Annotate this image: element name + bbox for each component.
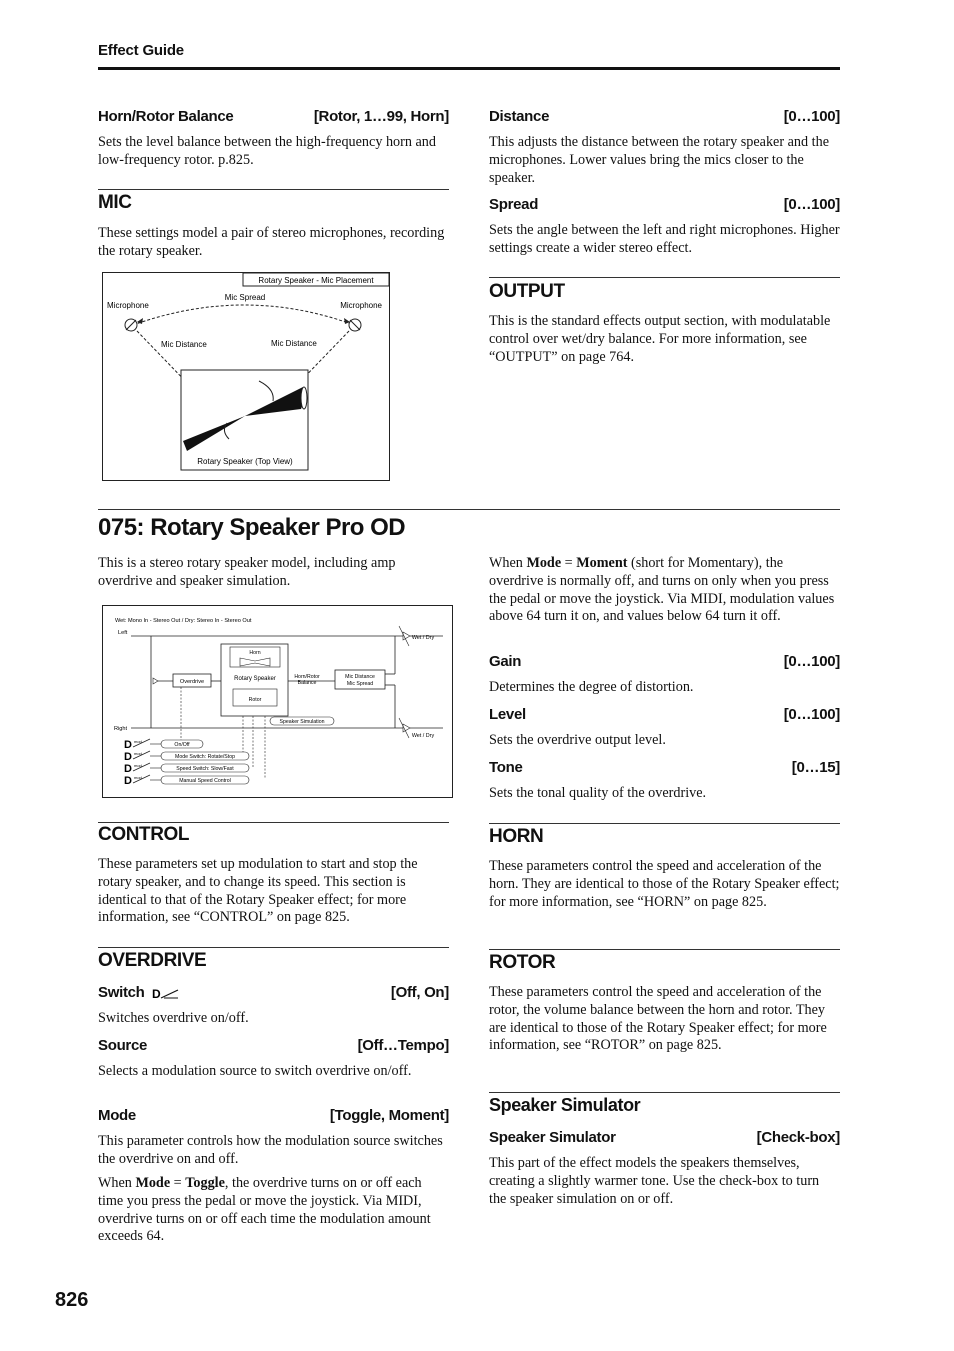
param-desc: Switches overdrive on/off. xyxy=(98,1010,249,1026)
section-desc: These parameters control the speed and acceleration of the rotor, the volume balance between the horn and rotor. They are identical to those of the Rotary Speaker effect; for more information, see “ROTOR” on page 825. xyxy=(489,984,827,1054)
section-rule xyxy=(489,823,840,824)
running-header: Effect Guide xyxy=(98,42,184,59)
balance-label-1: Horn/Rotor xyxy=(294,674,320,680)
param-name: Tone xyxy=(489,759,523,776)
mic-distance-label-1: Mic Distance xyxy=(345,674,375,680)
rotary-speaker-label: Rotary Speaker xyxy=(234,676,276,682)
speaker-sim-label: Speaker Simulation xyxy=(279,719,325,725)
section-rule xyxy=(98,822,449,823)
control-row-on-off xyxy=(124,739,203,751)
section-desc: These settings model a pair of stereo microphones, recording the rotary speaker. xyxy=(98,225,445,259)
horn-label: Horn xyxy=(249,650,261,656)
mic-left-label: Microphone xyxy=(107,301,149,310)
control-label: Manual Speed Control xyxy=(179,778,231,784)
param-range: [0…15] xyxy=(791,759,840,776)
param-gain xyxy=(489,653,840,670)
param-range: [0…100] xyxy=(783,108,840,125)
param-name: Speaker Simulator xyxy=(489,1129,616,1146)
param-range: [Off…Tempo] xyxy=(357,1037,449,1054)
d-icon: D xyxy=(124,739,132,751)
param-horn-rotor-balance xyxy=(98,108,449,125)
param-range: [0…100] xyxy=(783,706,840,723)
section-title-rotor: ROTOR xyxy=(489,952,556,973)
param-source xyxy=(98,1037,449,1054)
section-desc: This is the standard effects output section, with modulatable control over wet/dry balance. For more information, see “OUTPUT” on page 764. xyxy=(489,313,831,365)
svg-text:D: D xyxy=(124,775,132,787)
control-label: On/Off xyxy=(174,742,190,748)
mod-label: mod xyxy=(134,775,142,780)
speaker-label: Rotary Speaker (Top View) xyxy=(197,457,293,466)
param-speaker-simulator xyxy=(489,1129,840,1146)
mode-toggle-desc: When Mode = Toggle, the overdrive turns on or off each time you press the pedal or move the joystick. Via MIDI, overdrive turns on or off each time the modulation amount exceeds 64. xyxy=(98,1175,431,1245)
mic-placement-figure xyxy=(102,272,390,481)
figure-title: Rotary Speaker - Mic Placement xyxy=(258,276,374,285)
mic-distance-right-label: Mic Distance xyxy=(271,339,317,348)
mic-distance-label-2: Mic Spread xyxy=(346,681,374,687)
param-name: Source xyxy=(98,1037,148,1054)
modulation-d-icon xyxy=(152,986,180,1000)
section-desc: These parameters control the speed and acceleration of the horn. They are identical to those of the Rotary Speaker effect; for more information, see “HORN” on page 825. xyxy=(489,858,840,910)
param-range: [0…100] xyxy=(783,653,840,670)
param-range: [Toggle, Moment] xyxy=(329,1107,449,1124)
mic-spread-label: Mic Spread xyxy=(224,293,266,302)
control-row-manual-speed xyxy=(124,775,249,787)
mod-label: mod xyxy=(134,739,142,744)
section-desc: These parameters set up modulation to start and stop the rotary speaker, and to change its speed. This section is identical to that of the Rotary Speaker effect; for more information, see “CONTROL” on page 825. xyxy=(98,856,418,926)
svg-text:D: D xyxy=(152,987,161,1000)
mode-moment-desc: When Mode = Moment (short for Momentary), the overdrive is normally off, and turns on only when you press the pedal or move the joystick. Via MIDI, modulation values above 64 turn it on, and values below 64 turn it off. xyxy=(489,555,835,625)
param-range: [Check-box] xyxy=(756,1129,840,1146)
mic-placement-diagram xyxy=(103,273,389,480)
param-desc: Selects a modulation source to switch overdrive on/off. xyxy=(98,1063,412,1079)
param-name: Spread xyxy=(489,196,539,213)
chapter-title: 075: Rotary Speaker Pro OD xyxy=(98,514,406,541)
io-label: Wet: Mono In - Stereo Out / Dry: Stereo In - Stereo Out xyxy=(115,618,252,624)
param-name: Level xyxy=(489,706,526,723)
block-diagram-figure xyxy=(102,605,453,798)
svg-text:D: D xyxy=(124,763,132,775)
mic-right-label: Microphone xyxy=(340,301,382,310)
param-desc: This part of the effect models the speakers themselves, creating a slightly warmer tone. Use the check-box to turn the speaker simulation on or off. xyxy=(489,1155,820,1207)
control-row-mode-switch xyxy=(124,751,249,763)
section-title-output: OUTPUT xyxy=(489,281,565,302)
param-name: Switch D xyxy=(98,984,180,1001)
spread-arc xyxy=(133,305,354,325)
wet-dry-top-label: Wet / Dry xyxy=(411,635,435,641)
param-name: Horn/Rotor Balance xyxy=(98,108,234,125)
param-range: [Off, On] xyxy=(390,984,449,1001)
page-number: 826 xyxy=(55,1289,89,1311)
param-switch xyxy=(98,984,449,1001)
param-range: [0…100] xyxy=(783,196,840,213)
section-title-speaker-simulator: Speaker Simulator xyxy=(489,1095,641,1115)
param-name: Gain xyxy=(489,653,522,670)
speaker-box xyxy=(181,370,308,470)
param-level xyxy=(489,706,840,723)
param-distance xyxy=(489,108,840,125)
param-name: Distance xyxy=(489,108,550,125)
signal-flow-diagram xyxy=(103,606,452,797)
param-desc: Sets the angle between the left and right microphones. Higher settings create a wider stereo effect. xyxy=(489,222,840,256)
section-title-horn: HORN xyxy=(489,826,544,847)
rotor-label: Rotor xyxy=(248,697,262,703)
param-desc: Sets the level balance between the high-frequency horn and low-frequency rotor. p.825. xyxy=(98,134,436,168)
control-row-speed-switch xyxy=(124,763,249,775)
section-title-control: CONTROL xyxy=(98,824,190,845)
svg-text:D: D xyxy=(124,751,132,763)
param-mode xyxy=(98,1107,449,1124)
mod-label: mod xyxy=(134,751,142,756)
param-name: Mode xyxy=(98,1107,136,1124)
mod-label: mod xyxy=(134,763,142,768)
chapter-rule xyxy=(98,509,840,510)
param-desc: Determines the degree of distortion. xyxy=(489,679,694,695)
balance-label-2: Balance xyxy=(297,680,317,686)
mic-distance-left-label: Mic Distance xyxy=(161,340,207,349)
param-tone xyxy=(489,759,840,776)
left-label: Left xyxy=(118,630,128,636)
param-range: [Rotor, 1…99, Horn] xyxy=(313,108,449,125)
overdrive-label: Overdrive xyxy=(179,679,205,685)
section-rule xyxy=(98,947,449,948)
section-rule xyxy=(489,277,840,278)
header-rule xyxy=(98,67,840,70)
chapter-intro: This is a stereo rotary speaker model, including amp overdrive and speaker simulation. xyxy=(98,555,396,589)
section-title-mic: MIC xyxy=(98,192,132,213)
section-rule xyxy=(98,189,449,190)
param-desc: Sets the overdrive output level. xyxy=(489,732,666,748)
wet-dry-bottom-label: Wet / Dry xyxy=(411,733,435,739)
param-desc: Sets the tonal quality of the overdrive. xyxy=(489,785,707,801)
param-desc: This adjusts the distance between the rotary speaker and the microphones. Lower values bring the mics closer to the speaker. xyxy=(489,134,829,186)
control-label: Mode Switch: Rotate/Stop xyxy=(175,754,235,760)
param-desc: This parameter controls how the modulation source switches the overdrive on and off. xyxy=(98,1133,443,1167)
param-spread xyxy=(489,196,840,213)
section-title-overdrive: OVERDRIVE xyxy=(98,950,207,971)
control-label: Speed Switch: Slow/Fast xyxy=(176,766,234,772)
section-rule xyxy=(489,949,840,950)
right-label: Right xyxy=(114,726,128,732)
section-rule xyxy=(489,1092,840,1093)
